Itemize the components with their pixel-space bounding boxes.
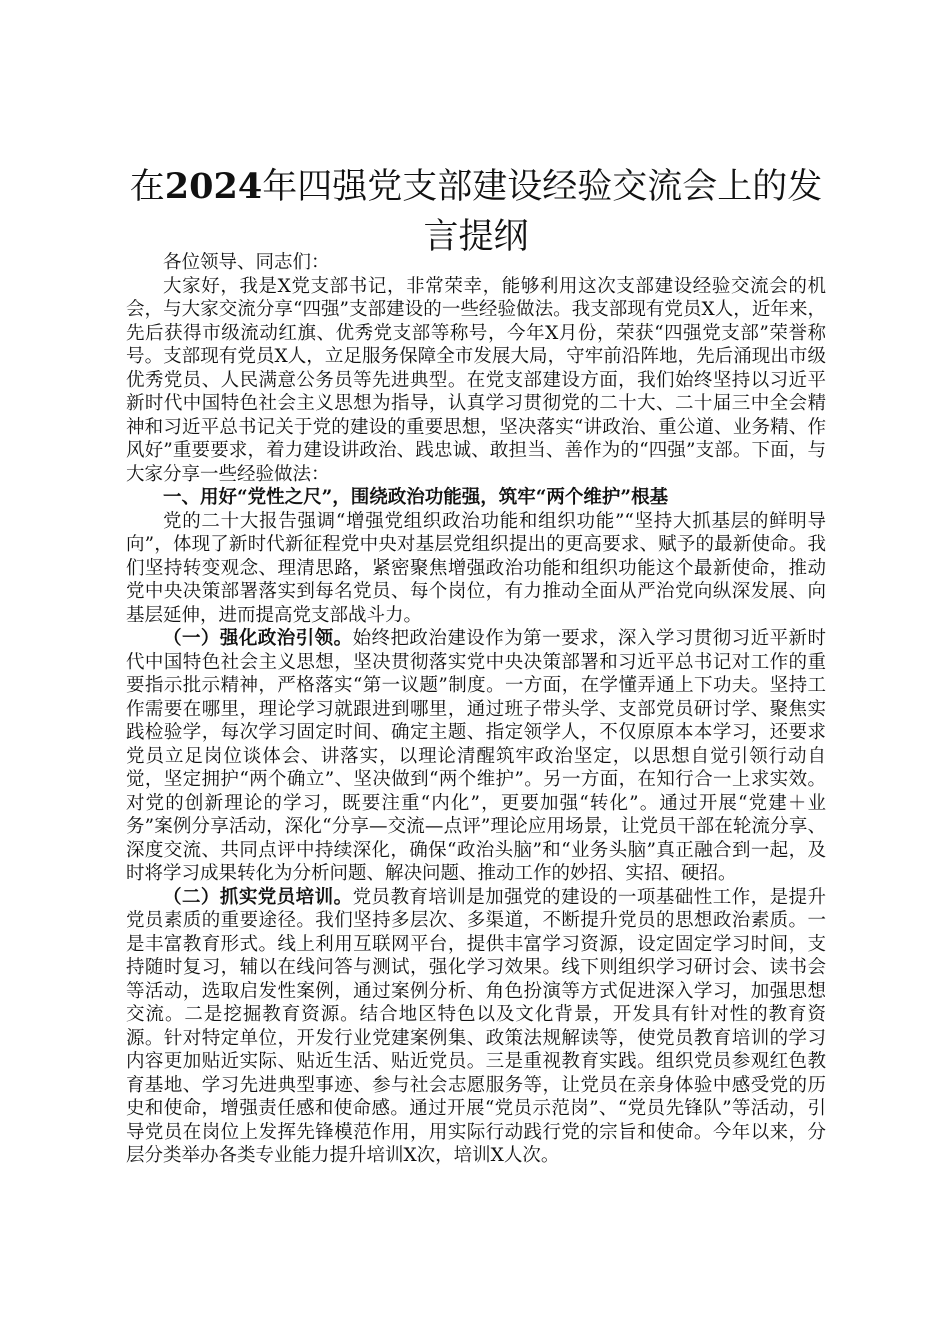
section-1-heading: 一、用好“党性之尺”，围绕政治功能强，筑牢“两个维护”根基: [163, 487, 669, 508]
intro-paragraph: 大家好，我是X党支部书记，非常荣幸，能够利用这次支部建设经验交流会的机会，与大家交流分享“四强”支部建设的一些经验做法。我支部现有党员X人，近年来，先后获得市级流动红旗、优秀党支部等称号，今年X月份，荣获“四强党支部”荣誉称号。支部现有党员X人，立足服务保障全市发展大局，守牢前沿阵地，先后涌现出市级优秀党员、人民满意公务员等先进典型。在党支部建设方面，我们始终坚持以习近平新时代中国特色社会主义思想为指导，认真学习贯彻党的二十大、二十届三中全会精神和习近平总书记关于党的建设的重要思想，坚决落实“讲政治、重公道、业务精、作风好”重要要求，着力建设讲政治、践忠诚、敢担当、善作为的“四强”支部。下面，与大家分享一些经验做法：: [126, 275, 826, 485]
document-body: [126, 251, 826, 1168]
subsection-1-lead: （一）强化政治引领。: [163, 628, 353, 649]
salutation: 各位领导、同志们：: [163, 252, 330, 273]
title-year: 2024: [164, 166, 263, 207]
title-prefix: 在: [129, 167, 165, 207]
document-title: [126, 162, 826, 262]
subsection-1-text: 始终把政治建设作为第一要求，深入学习贯彻习近平新时代中国特色社会主义思想，坚决贯彻落实党中央决策部署和习近平总书记对工作的重要指示批示精神，严格落实“第一议题”制度。一方面，在学懂弄通上下功夫。坚持工作需要在哪里，理论学习就跟进到哪里，通过班子带头学、支部党员研讨学、聚焦实践检验学，每次学习固定时间、确定主题、指定领学人，不仅原原本本学习，还要求党员立足岗位谈体会、讲落实，以理论清醒筑牢政治坚定，以思想自觉引领行动自觉，坚定拥护“两个确立”、坚决做到“两个维护”。另一方面，在知行合一上求实效。对党的创新理论的学习，既要注重“内化”，更要加强“转化”。通过开展“党建＋业务”案例分享活动，深化“分享—交流—点评”理论应用场景，让党员干部在轮流分享、深度交流、共同点评中持续深化，确保“政治头脑”和“业务头脑”真正融合到一起，及时将学习成果转化为分析问题、解决问题、推动工作的妙招、实招、硬招。: [126, 628, 826, 884]
subsection-2-text: 党员教育培训是加强党的建设的一项基础性工作，是提升党员素质的重要途径。我们坚持多层次、多渠道，不断提升党员的思想政治素质。一是丰富教育形式。线上利用互联网平台，提供丰富学习资源，设定固定学习时间，支持随时复习，辅以在线问答与测试，强化学习效果。线下则组织学习研讨会、读书会等活动，选取启发性案例，通过案例分析、角色扮演等方式促进深入学习，加强思想交流。二是挖掘教育资源。结合地区特色以及文化背景，开发具有针对性的教育资源。针对特定单位，开发行业党建案例集、政策法规解读等，使党员教育培训的学习内容更加贴近实际、贴近生活、贴近党员。三是重视教育实践。组织党员参观红色教育基地、学习先进典型事迹、参与社会志愿服务等，让党员在亲身体验中感受党的历史和使命，增强责任感和使命感。通过开展“党员示范岗”、“党员先锋队”等活动，引导党员在岗位上发挥先锋模范作用，用实际行动践行党的宗旨和使命。今年以来，分层分类举办各类专业能力提升培训X次，培训X人次。: [126, 886, 826, 1166]
subsection-1-paragraph: [126, 627, 826, 886]
subsection-2-lead: （二）抓实党员培训。: [163, 886, 353, 908]
title-suffix: 年四强党支部建设经验交流会上的发言提纲: [262, 167, 823, 257]
subsection-2-paragraph: [126, 886, 826, 1168]
section-1-paragraph: 党的二十大报告强调“增强党组织政治功能和组织功能”“坚持大抓基层的鲜明导向”，体现了新时代新征程党中央对基层党组织提出的更高要求、赋予的最新使命。我们坚持转变观念、理清思路，紧密聚焦增强政治功能和组织功能这个最新使命，推动党中央决策部署落实到每名党员、每个岗位，有力推动全面从严治党向纵深发展、向基层延伸，进而提高党支部战斗力。: [126, 510, 826, 626]
